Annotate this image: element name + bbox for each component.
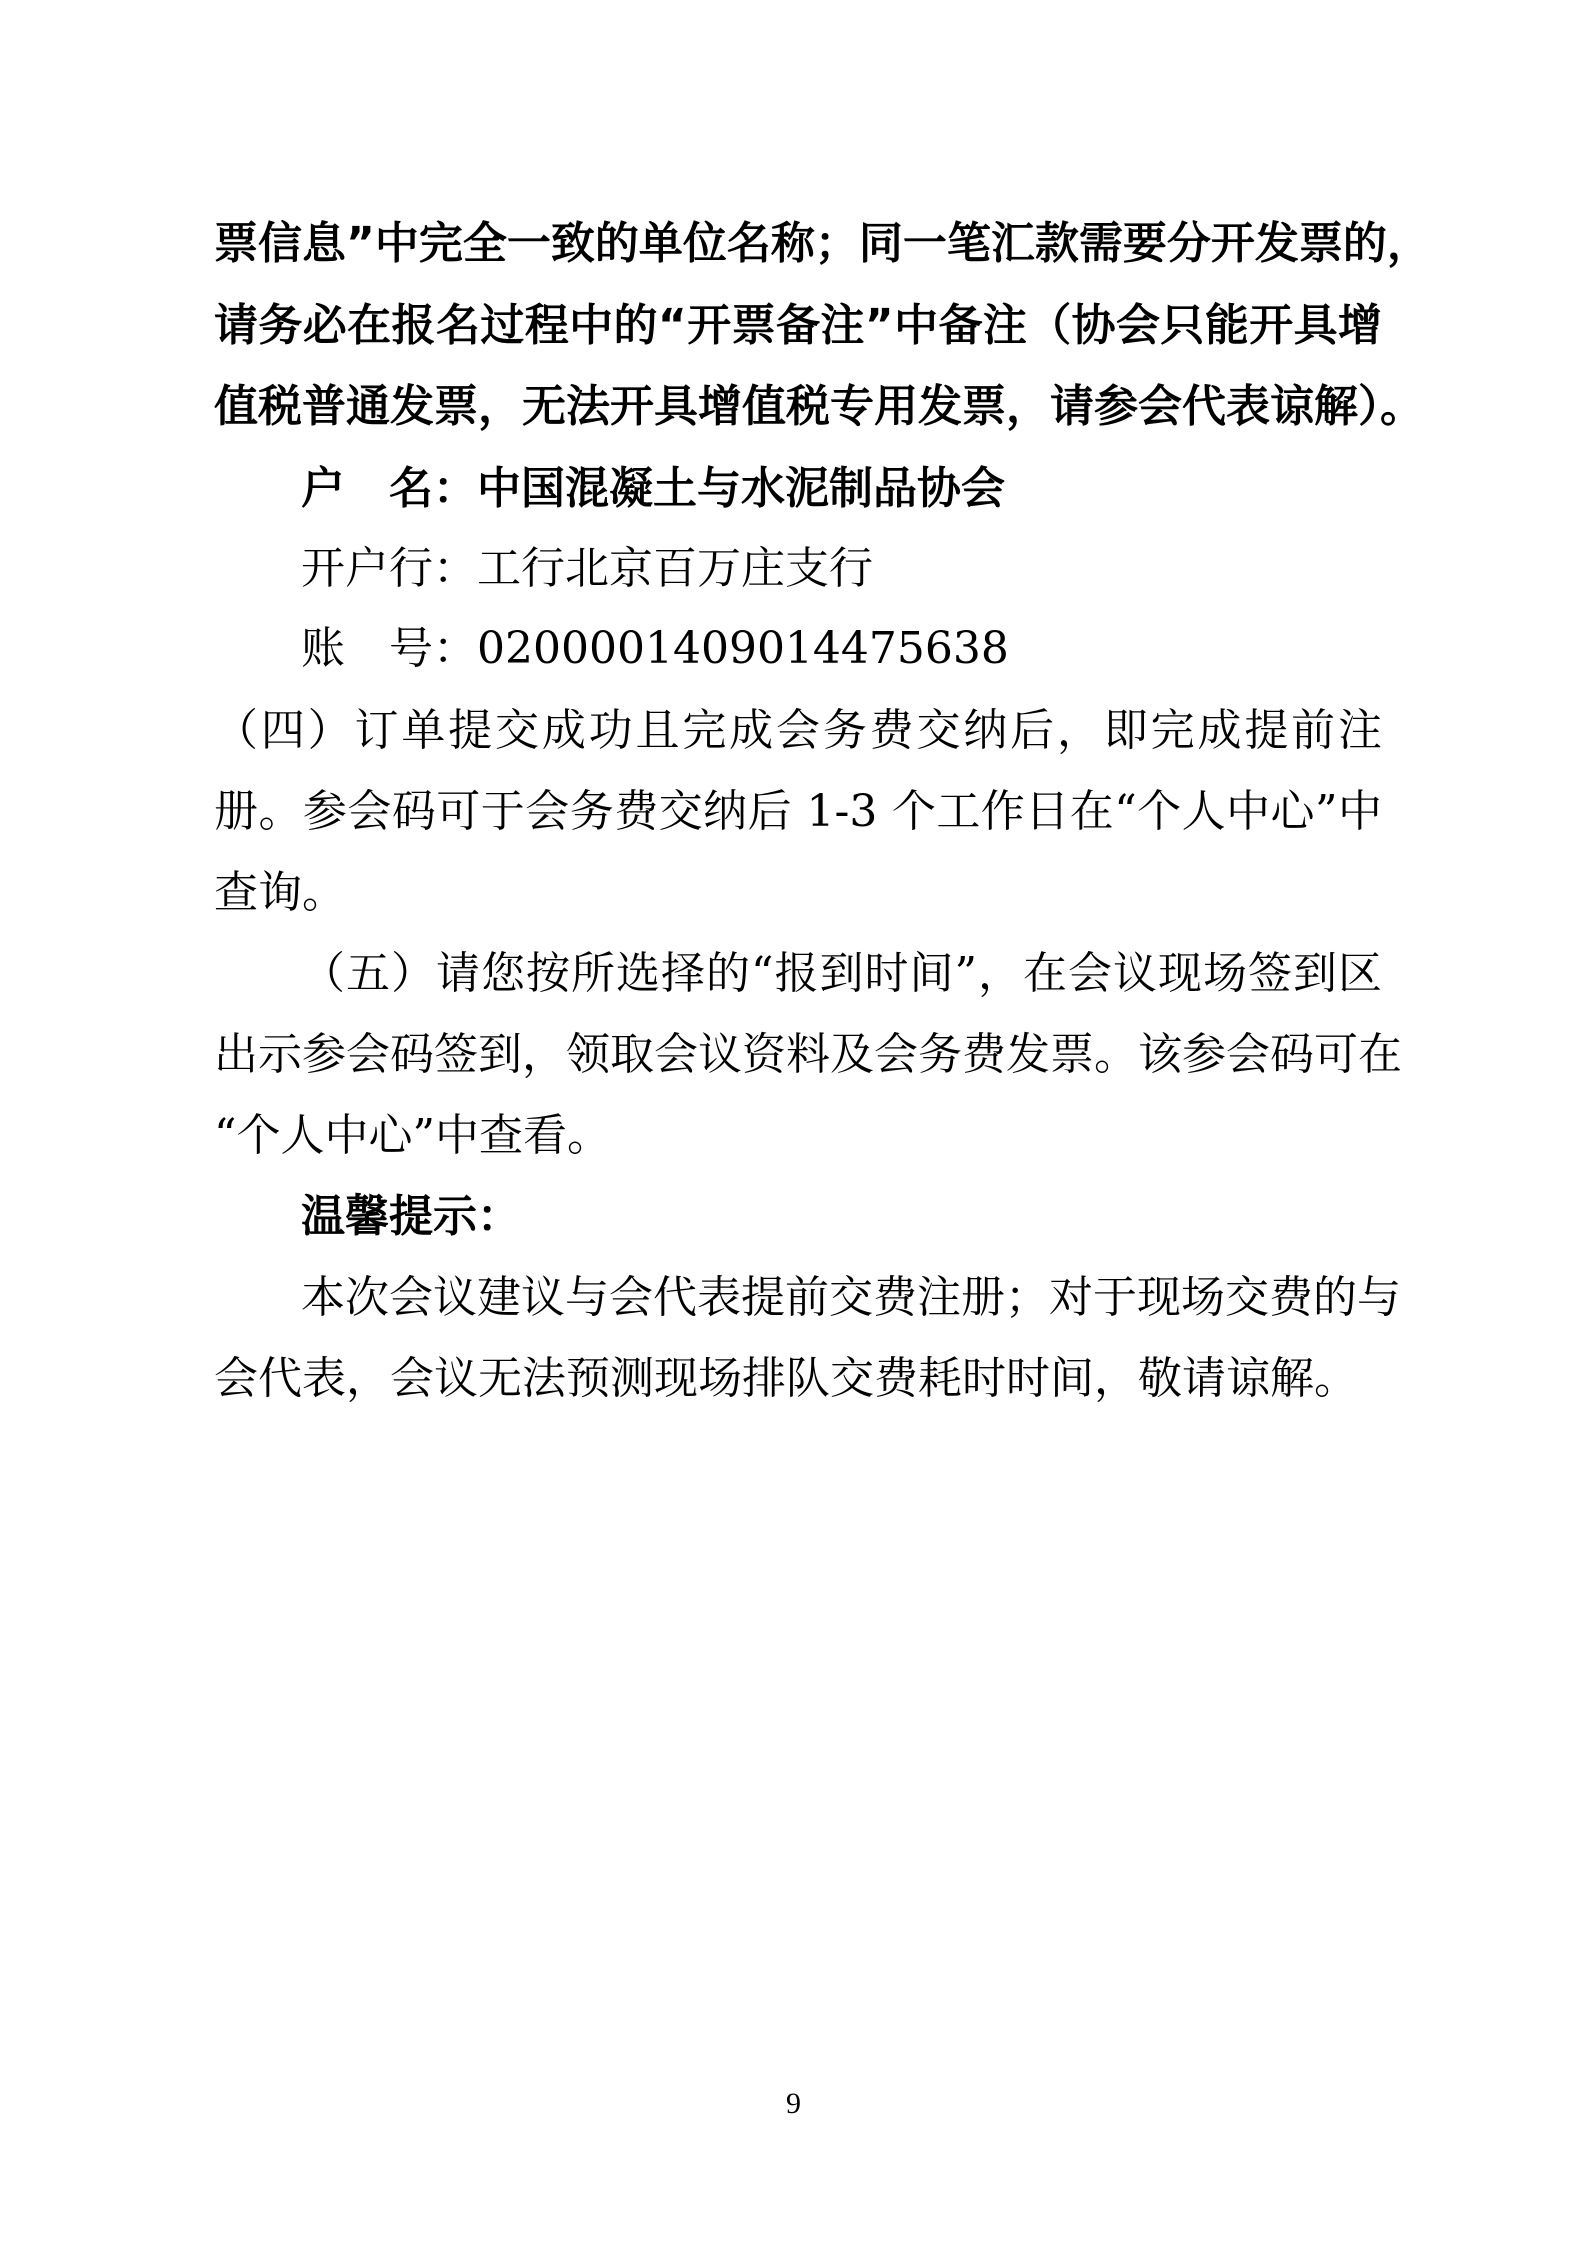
section-five-line-2: 出示参会码签到，领取会议资料及会务费发票。该参会码可在 bbox=[214, 1029, 1402, 1080]
tips-line-1: 本次会议建议与会代表提前交费注册；对于现场交费的与 bbox=[301, 1272, 1401, 1323]
account-name: 户 名：中国混凝土与水泥制品协会 bbox=[301, 463, 1005, 514]
section-four-line-2: 册。参会码可于会务费交纳后 1-3 个工作日在“个人中心”中 bbox=[214, 786, 1382, 837]
account-number: 账 号：0200001409014475638 bbox=[301, 623, 1009, 674]
invoice-note-line-1: 票信息”中完全一致的单位名称；同一笔汇款需要分开发票的， bbox=[214, 218, 1431, 269]
body-text bbox=[214, 218, 1431, 1404]
section-four-line-1: （四）订单提交成功且完成会务费交纳后，即完成提前注 bbox=[214, 705, 1382, 756]
section-five-line-1: （五）请您按所选择的“报到时间”，在会议现场签到区 bbox=[301, 948, 1382, 999]
tips-heading: 温馨提示： bbox=[301, 1191, 521, 1242]
section-five-line-3: “个人中心”中查看。 bbox=[214, 1110, 611, 1161]
invoice-note-line-2: 请务必在报名过程中的“开票备注”中备注（协会只能开具增 bbox=[214, 300, 1382, 351]
invoice-note-line-3: 值税普通发票，无法开具增值税专用发票，请参会代表谅解）。 bbox=[214, 381, 1424, 432]
section-four-line-3: 查询。 bbox=[214, 867, 346, 918]
tips-line-2: 会代表，会议无法预测现场排队交费耗时时间，敬请谅解。 bbox=[214, 1353, 1358, 1404]
bank-name: 开户行：工行北京百万庄支行 bbox=[301, 543, 873, 594]
page-number: 9 bbox=[786, 2087, 801, 2120]
